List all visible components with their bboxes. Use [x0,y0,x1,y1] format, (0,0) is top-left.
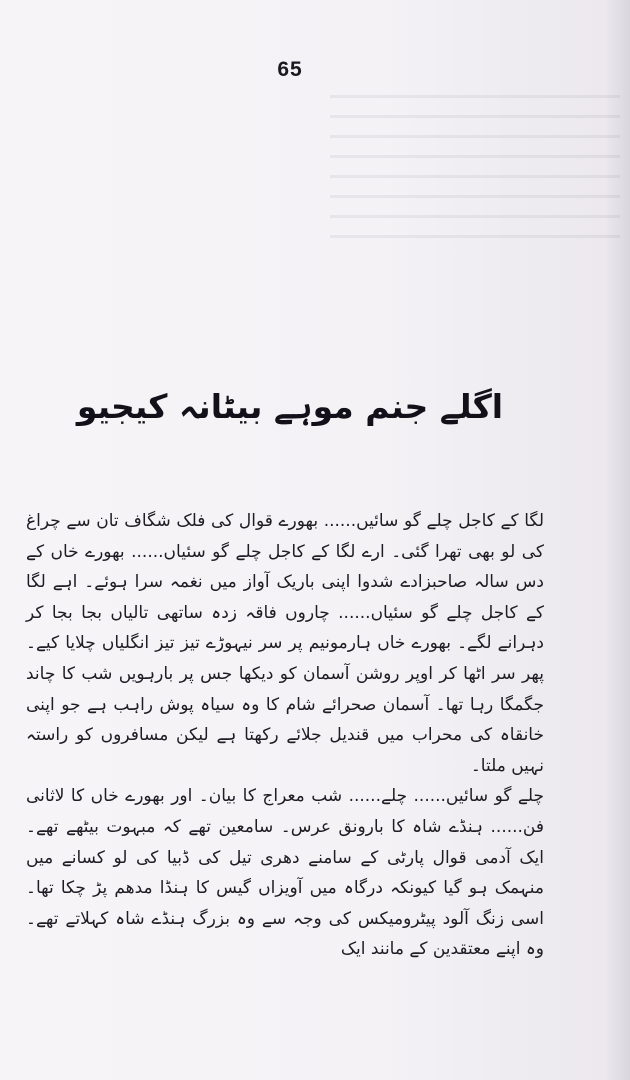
show-through-shadow [330,95,620,255]
page-number: 65 [277,58,303,81]
chapter-title: اگلے جنم موہے بیٹانہ کیجیو [76,387,504,427]
paragraph-1: لگا کے کاجل چلے گو سائیں...... بھورے قوال کی فلک شگاف تان سے چراغ کی لو بھی تھرا گئی۔ ارے لگا کے کاجل چلے گو سئیاں...... بھورے خاں کے دس سالہ صاحبزادے شدوا اپنی باریک آواز میں نغمہ سرا ہوئے۔ اہے لگا کے کاجل چلے گو سئیاں...... چاروں فاقہ زدہ ساتھی تالیاں بجا بجا کر دہرانے لگے۔ بھورے خاں ہارمونیم پر سر نیہوڑے تیز تیز انگلیاں چلایا کیے۔ پھر سر اٹھا کر اوپر روشن آسمان کو دیکھا جس پر بارہویں شب کا چاند جگمگا رہا تھا۔ آسمان صحرائے شام کا وہ سیاہ پوش راہب ہے جو اپنی خانقاہ کی محراب میں قندیل جلائے رکھتا ہے لیکن مسافروں کو راستہ نہیں ملتا۔ [26,511,544,776]
paragraph-2: چلے گو سائیں...... چلے...... شب معراج کا بیان۔ اور بھورے خاں کا لاثانی فن...... ہنڈے شاہ کا بارونق عرس۔ سامعین تھے کہ مبہوت بیٹھے تھے۔ ایک آدمی قوال پارٹی کے سامنے دھری تیل کی ڈبیا کی لو کسانے میں منہمک ہو گیا کیونکہ درگاہ میں آویزاں گیس کا ہنڈا مدھم پڑ چکا تھا۔ اسی زنگ آلود پیٹرومیکس کی وجہ سے وہ بزرگ ہنڈے شاہ کہلاتے تھے۔ وہ اپنے معتقدین کے مانند ایک [26,786,544,960]
body-text [26,506,544,965]
